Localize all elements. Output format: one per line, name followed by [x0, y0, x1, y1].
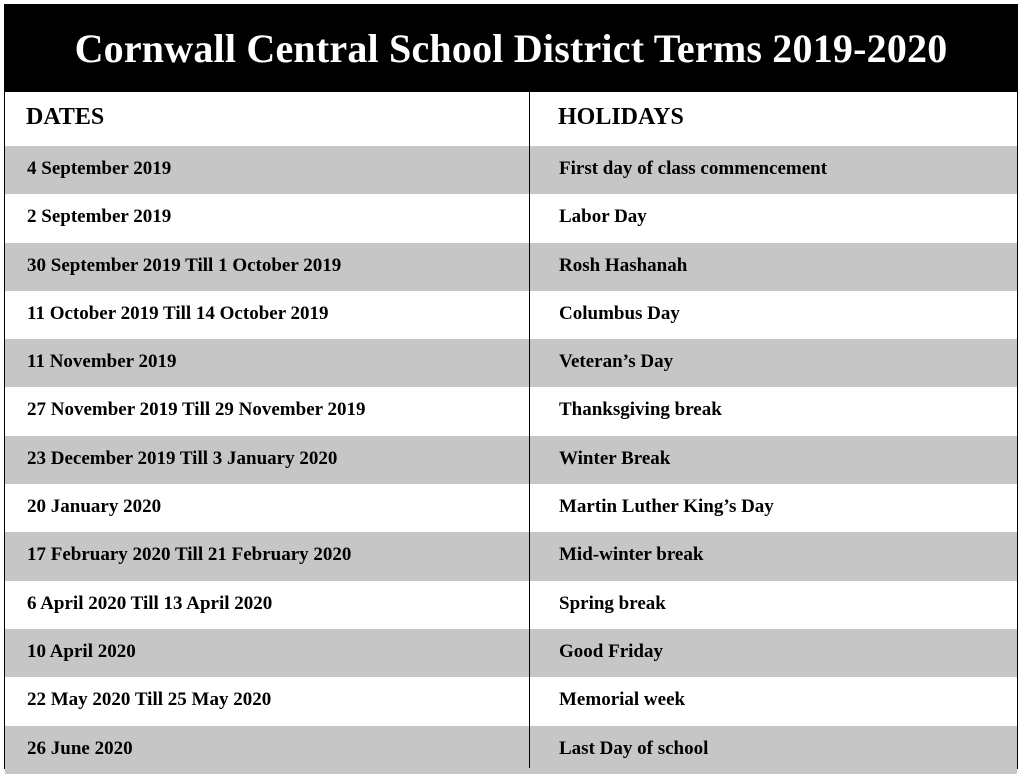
- holiday-cell: Good Friday: [559, 640, 663, 662]
- holiday-cell: Mid-winter break: [559, 544, 704, 566]
- table-row: [5, 484, 1017, 532]
- table-row: [5, 532, 1017, 580]
- holiday-cell: Labor Day: [559, 206, 647, 228]
- date-cell: 11 October 2019 Till 14 October 2019: [27, 302, 329, 324]
- date-cell: 17 February 2020 Till 21 February 2020: [27, 544, 352, 566]
- holiday-cell: Last Day of school: [559, 737, 709, 759]
- holiday-cell: Memorial week: [559, 689, 686, 711]
- date-cell: 30 September 2019 Till 1 October 2019: [27, 254, 342, 276]
- table-row: [5, 387, 1017, 435]
- holiday-cell: Winter Break: [559, 447, 671, 469]
- date-cell: 20 January 2020: [27, 496, 162, 518]
- table-row: [5, 194, 1017, 242]
- holiday-cell: Columbus Day: [559, 302, 680, 324]
- table-header: [5, 92, 1017, 146]
- holiday-cell: Martin Luther King’s Day: [559, 496, 774, 518]
- holiday-cell: First day of class commencement: [559, 158, 828, 179]
- holiday-cell: Thanksgiving break: [559, 399, 722, 421]
- date-cell: 2 September 2019: [27, 206, 172, 228]
- date-cell: 4 September 2019: [27, 158, 172, 179]
- table-row: [5, 629, 1017, 677]
- date-cell: 26 June 2020: [27, 737, 133, 759]
- date-cell: 23 December 2019 Till 3 January 2020: [27, 447, 338, 469]
- date-cell: 6 April 2020 Till 13 April 2020: [27, 592, 273, 614]
- table-row: [5, 339, 1017, 387]
- table-row: [5, 677, 1017, 725]
- date-cell: 27 November 2019 Till 29 November 2019: [27, 399, 366, 421]
- holiday-cell: Rosh Hashanah: [559, 254, 688, 276]
- date-cell: 10 April 2020: [27, 640, 136, 662]
- table-row: [5, 726, 1017, 774]
- holiday-cell: Spring break: [559, 592, 666, 614]
- table-row: [5, 436, 1017, 484]
- page-title: Cornwall Central School District Terms 2019-2020: [5, 5, 1017, 92]
- date-cell: 11 November 2019: [27, 351, 177, 373]
- dates-column-header: DATES: [26, 104, 105, 130]
- holiday-cell: Veteran’s Day: [559, 351, 674, 373]
- date-cell: 22 May 2020 Till 25 May 2020: [27, 689, 272, 711]
- table-row: [5, 243, 1017, 291]
- table-row: [5, 291, 1017, 339]
- calendar-table: [4, 4, 1018, 769]
- column-divider: [529, 92, 530, 768]
- table-row: [5, 146, 1017, 194]
- holidays-column-header: HOLIDAYS: [558, 104, 684, 130]
- table-row: [5, 581, 1017, 629]
- table-body: [5, 146, 1017, 774]
